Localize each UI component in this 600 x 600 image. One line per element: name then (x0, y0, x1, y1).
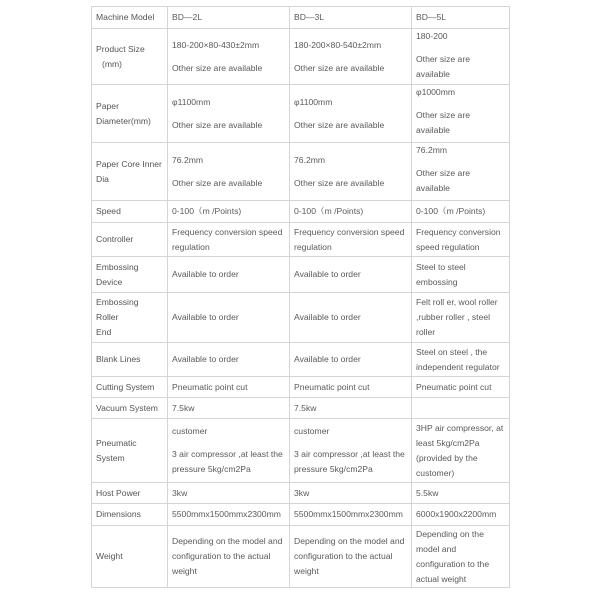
table-row (92, 85, 510, 143)
cell-value: Available to order (290, 257, 412, 293)
cell-value: Felt roll er, wool roller ,rubber roller , steel roller (412, 293, 510, 343)
cell-value: Pneumatic point cut (168, 377, 290, 398)
row-label-host-power: Host Power (92, 483, 168, 504)
cell-value: 3HP air compressor, at least 5kg/cm2Pa (provided by the customer) (412, 419, 510, 483)
cell-value: 76.2mm Other size are available (412, 143, 510, 201)
cell-value: 5500mmx1500mmx2300mm (290, 504, 412, 526)
row-label-dimensions: Dimensions (92, 504, 168, 526)
row-label-embossing-roller-end: Embossing Roller End (92, 293, 168, 343)
cell-bd2l: BD—2L (168, 7, 290, 29)
cell-bd3l: BD—3L (290, 7, 412, 29)
table-row (92, 419, 510, 483)
cell-bd5l: BD—5L (412, 7, 510, 29)
cell-value: 0-100（m /Points) (412, 201, 510, 223)
cell-value: Available to order (168, 293, 290, 343)
cell-value: 5500mmx1500mmx2300mm (168, 504, 290, 526)
cell-value: 180-200×80-540±2mm Other size are available (290, 29, 412, 85)
cell-value: Available to order (290, 293, 412, 343)
cell-value: 0-100（m /Points) (290, 201, 412, 223)
cell-value: Depending on the model and configuration to the actual weight (168, 526, 290, 588)
cell-value: 5.5kw (412, 483, 510, 504)
table-row (92, 504, 510, 526)
cell-value: Frequency conversion speed regulation (290, 223, 412, 257)
cell-value: 180-200 Other size are available (412, 29, 510, 85)
table-row (92, 483, 510, 504)
row-label-paper-core: Paper Core Inner Dia (92, 143, 168, 201)
cell-value: 0-100（m /Points) (168, 201, 290, 223)
cell-value: Depending on the model and configuration to the actual weight (290, 526, 412, 588)
row-label-speed: Speed (92, 201, 168, 223)
cell-value: φ1100mm Other size are available (168, 85, 290, 143)
table-row (92, 398, 510, 419)
table-row (92, 257, 510, 293)
row-label-machine-model: Machine Model (92, 7, 168, 29)
row-label-product-size: Product Size (mm) (92, 29, 168, 85)
row-label-controller: Controller (92, 223, 168, 257)
cell-value (412, 398, 510, 419)
cell-value: 3kw (168, 483, 290, 504)
cell-value: 76.2mm Other size are available (168, 143, 290, 201)
cell-value: 6000x1900x2200mm (412, 504, 510, 526)
row-label-vacuum-system: Vacuum System (92, 398, 168, 419)
cell-value: Available to order (290, 343, 412, 377)
table-row (92, 223, 510, 257)
cell-value: 7.5kw (168, 398, 290, 419)
cell-value: 76.2mm Other size are available (290, 143, 412, 201)
table-row (92, 526, 510, 588)
cell-value: Steel on steel , the independent regulator (412, 343, 510, 377)
cell-value: customer 3 air compressor ,at least the pressure 5kg/cm2Pa (168, 419, 290, 483)
cell-value: φ1000mm Other size are available (412, 85, 510, 143)
table-row (92, 377, 510, 398)
cell-value: Frequency conversion speed regulation (412, 223, 510, 257)
cell-value: Available to order (168, 257, 290, 293)
row-label-pneumatic-system: Pneumatic System (92, 419, 168, 483)
cell-value: Steel to steel embossing (412, 257, 510, 293)
cell-value: φ1100mm Other size are available (290, 85, 412, 143)
row-label-cutting-system: Cutting System (92, 377, 168, 398)
table-row (92, 29, 510, 85)
cell-value: Available to order (168, 343, 290, 377)
cell-value: Pneumatic point cut (412, 377, 510, 398)
table-row (92, 201, 510, 223)
cell-value: customer 3 air compressor ,at least the pressure 5kg/cm2Pa (290, 419, 412, 483)
row-label-embossing-device: Embossing Device (92, 257, 168, 293)
table-row (92, 7, 510, 29)
cell-value: 180-200×80-430±2mm Other size are available (168, 29, 290, 85)
cell-value: 3kw (290, 483, 412, 504)
row-label-paper-diameter: Paper Diameter(mm) (92, 85, 168, 143)
spec-table (91, 6, 510, 588)
cell-value: Depending on the model and configuration to the actual weight (412, 526, 510, 588)
table-row (92, 143, 510, 201)
table-row (92, 293, 510, 343)
table-row (92, 343, 510, 377)
cell-value: Frequency conversion speed regulation (168, 223, 290, 257)
row-label-blank-lines: Blank Lines (92, 343, 168, 377)
cell-value: 7.5kw (290, 398, 412, 419)
row-label-weight: Weight (92, 526, 168, 588)
cell-value: Pneumatic point cut (290, 377, 412, 398)
